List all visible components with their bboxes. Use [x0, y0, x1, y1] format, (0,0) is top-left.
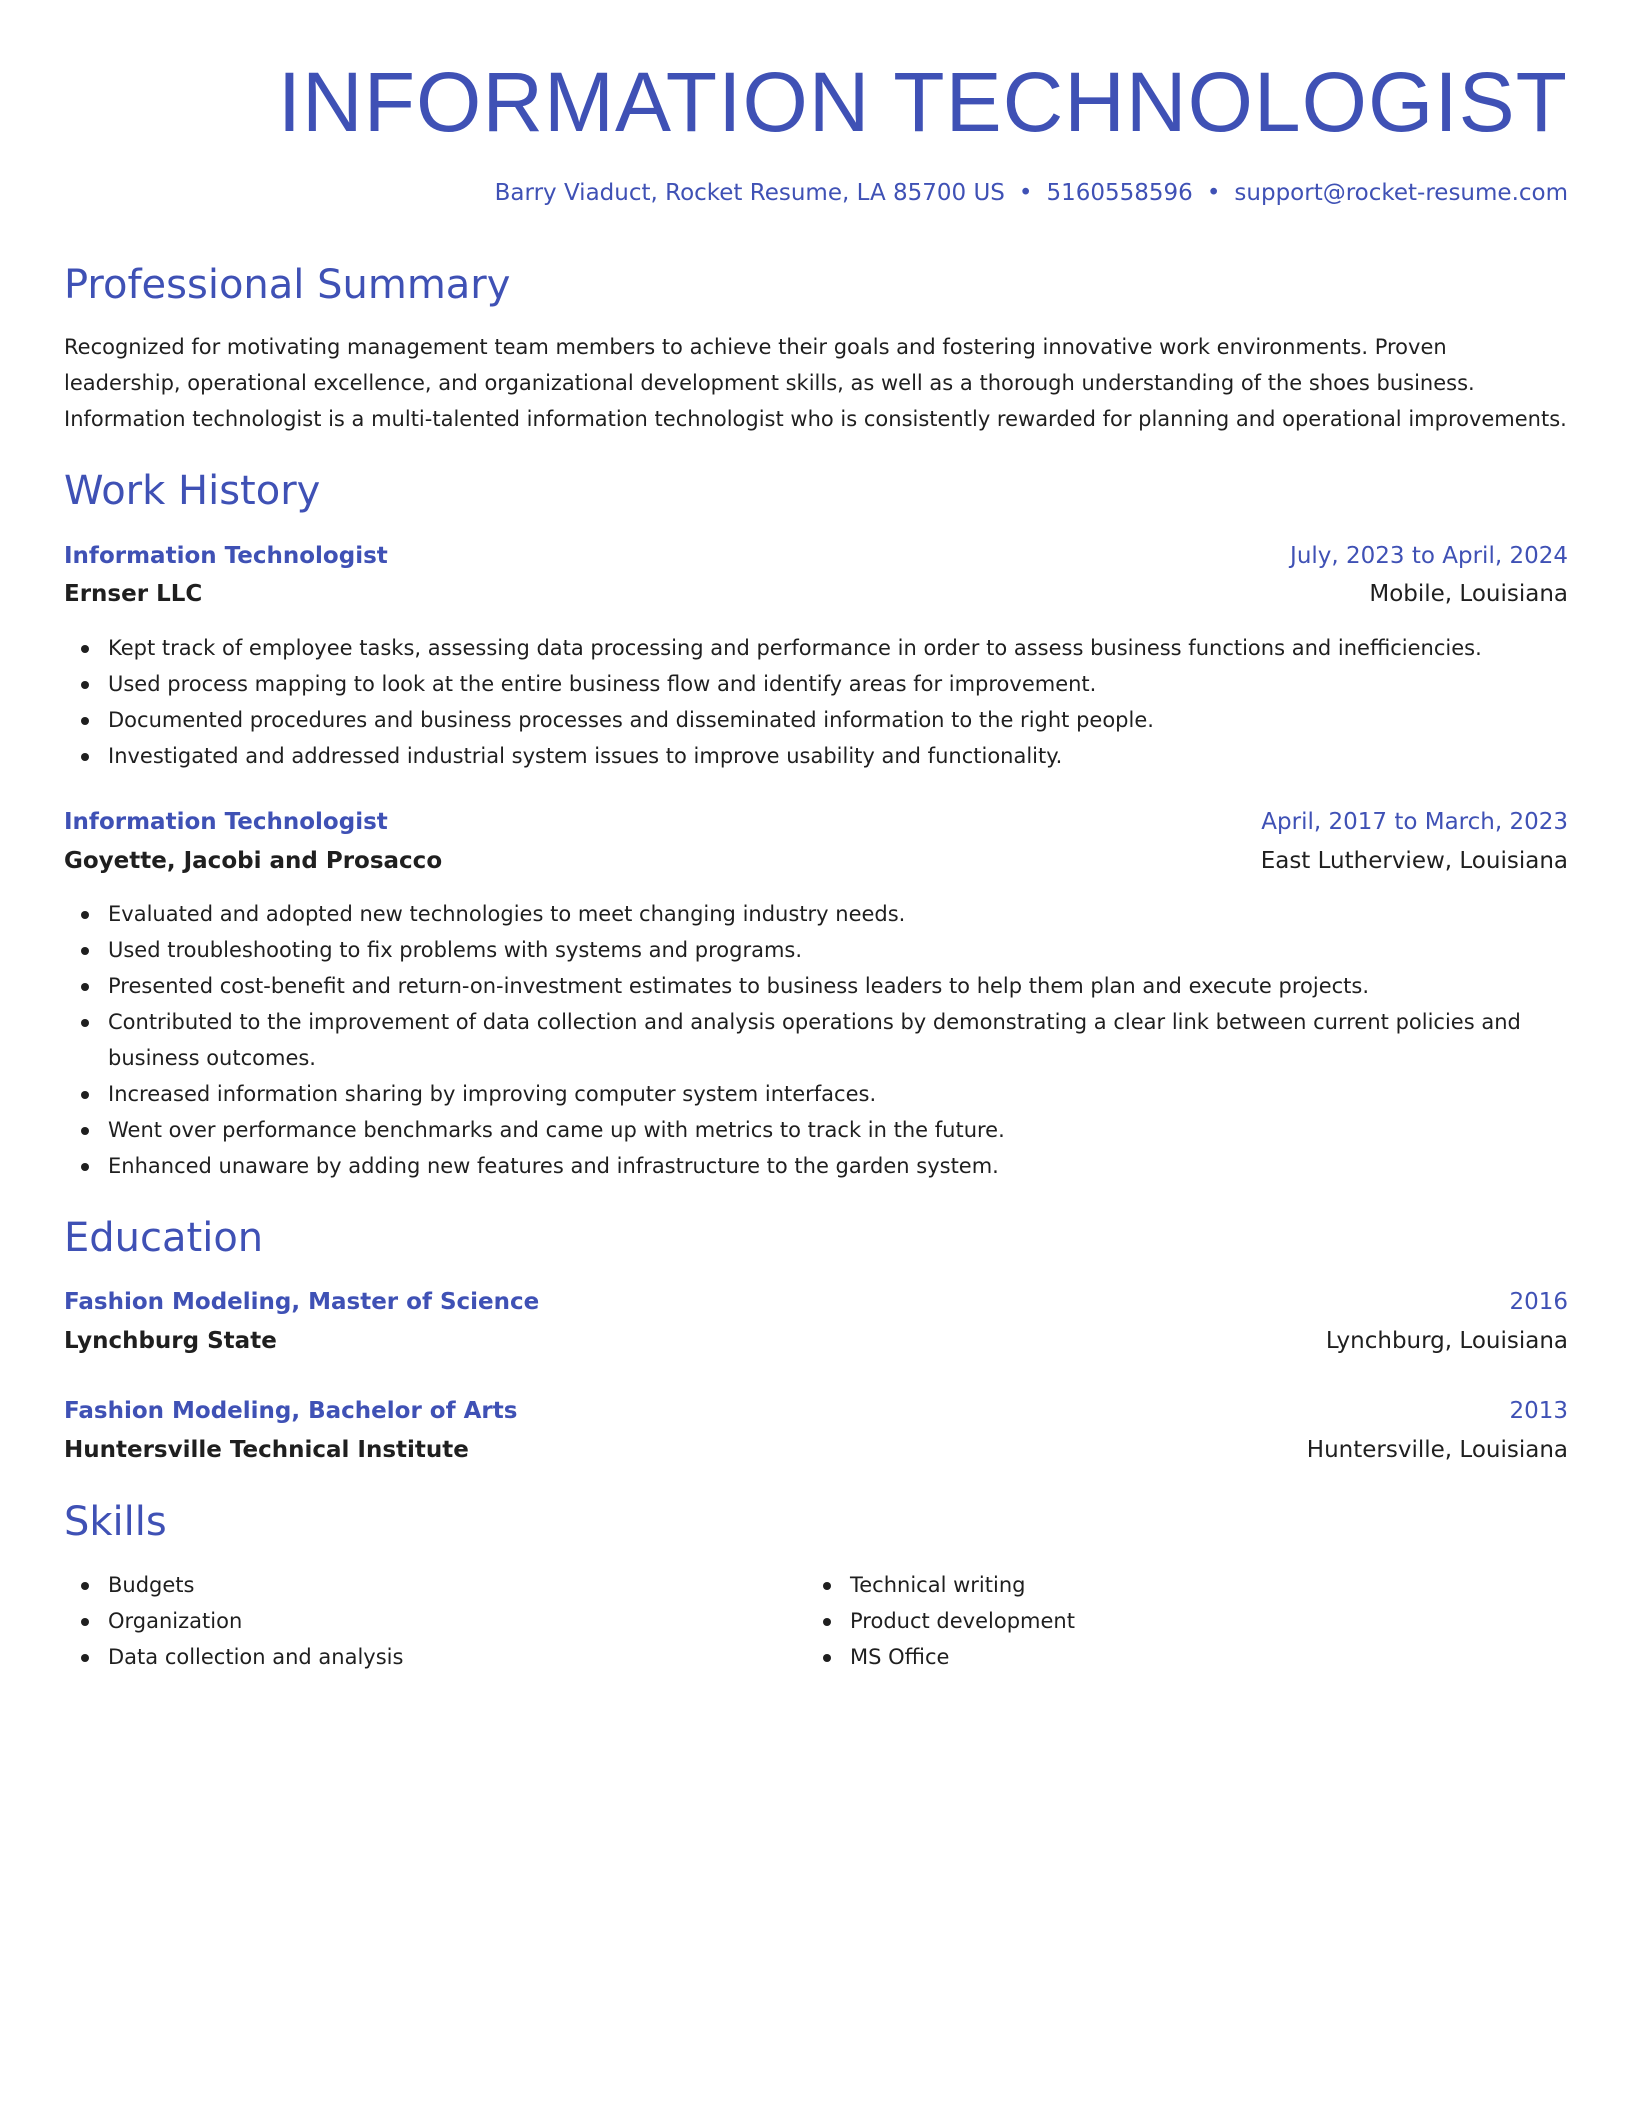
job-bullets [64, 896, 1568, 1184]
education-school: Huntersville Technical Institute [64, 1437, 469, 1463]
job-role: Information Technologist [64, 809, 388, 835]
section-title-work-history: Work History [64, 468, 321, 514]
skill-item: MS Office [806, 1639, 1632, 1675]
job-subheader [64, 578, 1568, 610]
contact-separator: • [1206, 180, 1221, 206]
resume-name: INFORMATION TECHNOLOGIST [277, 55, 1568, 149]
education-school: Lynchburg State [64, 1328, 277, 1354]
job-subheader [64, 845, 1568, 877]
list-item: Increased information sharing by improving computer system interfaces. [64, 1076, 1568, 1112]
list-item: Enhanced unaware by adding new features and infrastructure to the garden system. [64, 1148, 1568, 1184]
education-header [64, 1286, 1568, 1318]
education-location: Huntersville, Louisiana [1306, 1437, 1568, 1463]
list-item: Presented cost-benefit and return-on-investment estimates to business leaders to help them plan and execute projects. [64, 968, 1568, 1004]
skill-item: Product development [806, 1603, 1632, 1639]
education-subheader [64, 1325, 1568, 1357]
contact-line [495, 178, 1568, 208]
section-title-summary: Professional Summary [64, 262, 511, 308]
skill-item: Budgets [64, 1567, 1568, 1603]
resume-page [64, 0, 1568, 2112]
list-item: Documented procedures and business processes and disseminated information to the right people. [64, 702, 1568, 738]
list-item: Used process mapping to look at the entire business flow and identify areas for improvement. [64, 666, 1568, 702]
job-header [64, 806, 1568, 838]
job-company: Ernser LLC [64, 581, 203, 607]
contact-email: support@rocket-resume.com [1234, 180, 1568, 206]
job-dates: April, 2017 to March, 2023 [1261, 809, 1568, 835]
education-degree: Fashion Modeling, Bachelor of Arts [64, 1398, 518, 1424]
job-header [64, 540, 1568, 572]
job-location: East Lutherview, Louisiana [1260, 848, 1568, 874]
job-bullets [64, 630, 1568, 774]
summary-text: Recognized for motivating management team members to achieve their goals and fostering innovative work environments. Proven leadership, operational excellence, and organizational development skills, as well as a thorough understanding of the shoes business. Information technologist is a multi-talented information technologist who is consistently rewarded for planning and operational improvements. [64, 335, 1567, 431]
education-year: 2013 [1509, 1398, 1568, 1424]
job-dates: July, 2023 to April, 2024 [1290, 543, 1568, 569]
education-location: Lynchburg, Louisiana [1325, 1328, 1568, 1354]
section-title-skills: Skills [64, 1499, 167, 1545]
job-company: Goyette, Jacobi and Prosacco [64, 848, 443, 874]
skill-item: Technical writing [806, 1567, 1632, 1603]
contact-separator: • [1018, 180, 1033, 206]
contact-phone: 5160558596 [1046, 180, 1193, 206]
job-location: Mobile, Louisiana [1369, 581, 1568, 607]
job-role: Information Technologist [64, 543, 388, 569]
list-item: Went over performance benchmarks and came up with metrics to track in the future. [64, 1112, 1568, 1148]
list-item: Contributed to the improvement of data collection and analysis operations by demonstrating a clear link between current policies and business outcomes. [64, 1004, 1568, 1076]
skill-item: Data collection and analysis [64, 1639, 1568, 1675]
list-item: Kept track of employee tasks, assessing data processing and performance in order to assess business functions and inefficiencies. [64, 630, 1568, 666]
list-item: Investigated and addressed industrial system issues to improve usability and functionality. [64, 738, 1568, 774]
skill-item: Organization [64, 1603, 1568, 1639]
list-item: Used troubleshooting to fix problems with systems and programs. [64, 932, 1568, 968]
contact-address: Barry Viaduct, Rocket Resume, LA 85700 US [494, 180, 1005, 206]
section-title-education: Education [64, 1215, 264, 1261]
education-degree: Fashion Modeling, Master of Science [64, 1289, 540, 1315]
skills-list-right [806, 1567, 1632, 1675]
education-subheader [64, 1434, 1568, 1466]
education-header [64, 1395, 1568, 1427]
list-item: Evaluated and adopted new technologies to meet changing industry needs. [64, 896, 1568, 932]
education-year: 2016 [1509, 1289, 1568, 1315]
